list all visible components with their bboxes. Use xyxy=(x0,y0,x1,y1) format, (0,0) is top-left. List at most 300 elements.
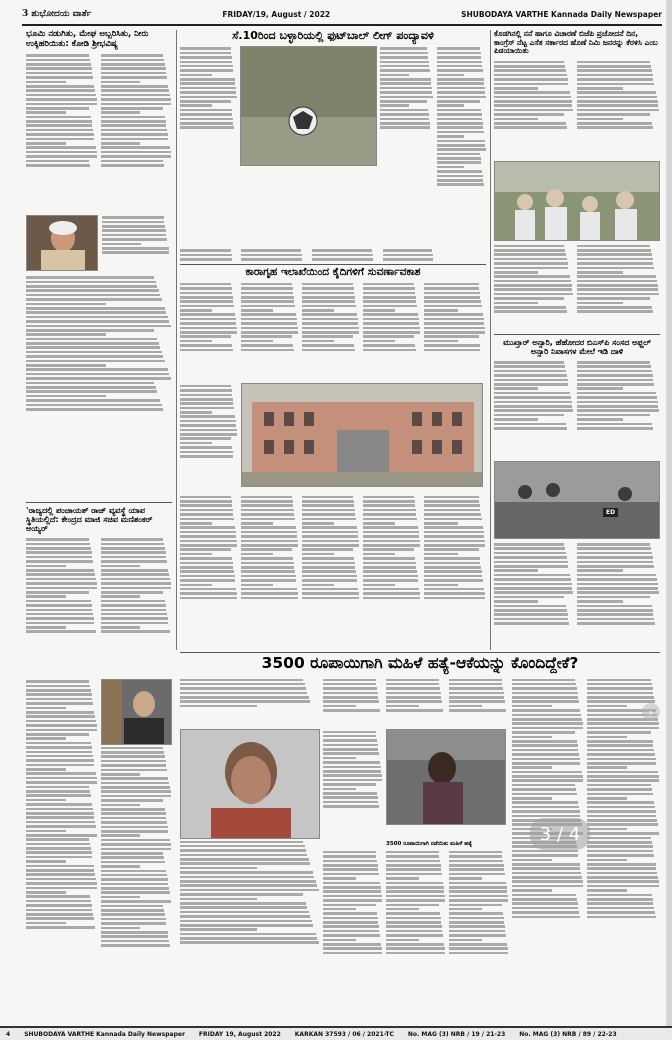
text-line xyxy=(101,600,165,603)
text-line xyxy=(437,74,464,77)
text-line xyxy=(26,111,66,114)
text-line xyxy=(26,543,90,546)
text-line xyxy=(180,845,305,848)
text-line xyxy=(26,107,89,110)
text-line xyxy=(102,229,166,232)
text-line xyxy=(424,500,479,503)
body-text xyxy=(386,677,446,727)
text-line xyxy=(512,797,552,800)
text-line xyxy=(587,832,659,835)
text-line xyxy=(180,597,237,600)
text-line xyxy=(577,122,652,125)
text-line xyxy=(180,442,212,445)
text-line xyxy=(26,333,106,336)
text-line xyxy=(386,895,445,898)
text-line xyxy=(437,170,483,173)
text-line xyxy=(587,854,654,857)
text-line xyxy=(241,557,293,560)
text-line xyxy=(302,509,355,512)
text-line xyxy=(180,398,233,401)
text-line xyxy=(26,847,91,850)
text-line xyxy=(386,679,439,682)
text-line xyxy=(101,556,166,559)
text-line xyxy=(437,140,485,143)
text-line xyxy=(494,423,566,426)
text-line xyxy=(241,553,273,556)
text-line xyxy=(587,885,659,888)
text-line xyxy=(180,91,236,94)
text-line xyxy=(323,705,356,708)
body-text xyxy=(449,849,509,999)
text-line xyxy=(437,96,486,99)
text-line xyxy=(386,886,444,889)
text-line xyxy=(424,518,482,521)
text-line xyxy=(424,309,458,312)
text-line xyxy=(101,905,163,908)
text-line xyxy=(26,342,159,345)
text-line xyxy=(323,952,382,955)
text-line xyxy=(26,856,92,859)
text-line xyxy=(26,702,93,705)
text-line xyxy=(386,700,442,703)
text-line xyxy=(494,245,564,248)
text-line xyxy=(494,622,569,625)
section-divider xyxy=(26,502,172,503)
text-line xyxy=(101,891,170,894)
text-line xyxy=(380,113,429,116)
text-line xyxy=(241,562,294,565)
text-line xyxy=(101,129,167,132)
text-line xyxy=(26,408,163,411)
text-line xyxy=(363,509,416,512)
text-line xyxy=(380,104,409,107)
text-line xyxy=(587,819,657,822)
text-line xyxy=(241,544,298,547)
text-line xyxy=(180,446,232,449)
text-line xyxy=(577,574,656,577)
text-line xyxy=(26,325,171,328)
text-line xyxy=(363,566,416,569)
text-line xyxy=(302,313,357,316)
text-line xyxy=(512,801,578,804)
text-line xyxy=(101,927,140,930)
text-line xyxy=(383,254,433,257)
text-line xyxy=(449,952,508,955)
text-line xyxy=(512,867,580,870)
text-line xyxy=(26,689,91,692)
text-line xyxy=(180,889,319,892)
text-line xyxy=(587,793,653,796)
text-line xyxy=(494,401,572,404)
text-line xyxy=(424,318,484,321)
text-line xyxy=(449,868,504,871)
text-line xyxy=(302,548,353,551)
text-line xyxy=(449,692,504,695)
text-line xyxy=(180,920,312,923)
text-line xyxy=(383,258,433,261)
text-line xyxy=(494,387,538,390)
text-line xyxy=(323,947,382,950)
text-line xyxy=(512,880,583,883)
text-line xyxy=(102,243,141,246)
text-line xyxy=(26,151,97,154)
text-line xyxy=(180,349,233,352)
text-line xyxy=(587,902,653,905)
article-col1-top xyxy=(26,30,172,500)
text-line xyxy=(449,925,505,928)
text-line xyxy=(587,907,654,910)
text-line xyxy=(577,427,653,430)
text-line xyxy=(302,597,359,600)
section-divider xyxy=(494,334,660,335)
text-line xyxy=(26,617,94,620)
text-line xyxy=(323,735,376,738)
text-line xyxy=(180,305,234,308)
masthead-date: FRIDAY/19, August / 2022 xyxy=(222,9,331,19)
text-line xyxy=(449,855,502,858)
text-line xyxy=(180,69,233,72)
text-line xyxy=(180,104,212,107)
text-line xyxy=(577,392,656,395)
text-line xyxy=(26,329,154,332)
text-line xyxy=(101,569,168,572)
text-line xyxy=(363,500,415,503)
text-line xyxy=(26,382,154,385)
body-text xyxy=(494,541,574,650)
text-line xyxy=(180,513,233,516)
text-line xyxy=(587,859,627,862)
text-line xyxy=(101,591,163,594)
text-line xyxy=(363,318,419,321)
text-line xyxy=(577,297,650,300)
text-line xyxy=(363,535,419,538)
text-line xyxy=(577,288,658,291)
text-line xyxy=(577,258,653,261)
text-line xyxy=(26,613,93,616)
text-line xyxy=(512,863,580,866)
text-line xyxy=(180,287,232,290)
text-line xyxy=(512,722,583,725)
text-line xyxy=(577,293,659,296)
text-line xyxy=(437,183,484,186)
text-line xyxy=(587,898,653,901)
text-line xyxy=(449,890,507,893)
text-line xyxy=(494,569,538,572)
text-line xyxy=(180,296,233,299)
text-line xyxy=(101,573,169,576)
text-line xyxy=(587,766,627,769)
text-line xyxy=(437,52,481,55)
body-text xyxy=(383,248,439,262)
text-line xyxy=(302,331,359,334)
text-line xyxy=(587,705,627,708)
text-line xyxy=(577,96,657,99)
text-line xyxy=(180,579,235,582)
text-line xyxy=(577,618,654,621)
text-line xyxy=(512,727,583,730)
text-line xyxy=(26,377,171,380)
text-line xyxy=(587,758,656,761)
body-text xyxy=(363,281,421,381)
text-line xyxy=(323,788,356,791)
text-line xyxy=(180,924,313,927)
text-line xyxy=(26,707,66,710)
photo-caption: 3500 ರೂಪಾಯಿಗಾಗಿ ನಡೆಯಿತು ಮಹಿಳೆ ಹತ್ಯೆ xyxy=(386,840,472,847)
text-line xyxy=(494,618,568,621)
text-line xyxy=(512,753,579,756)
text-line xyxy=(180,109,232,112)
text-line xyxy=(512,775,583,778)
text-line xyxy=(101,626,140,629)
text-line xyxy=(26,860,66,863)
photo-football xyxy=(240,46,377,166)
photo-protest xyxy=(494,161,660,241)
text-line xyxy=(449,687,503,690)
text-line xyxy=(26,63,91,66)
body-text xyxy=(577,243,660,330)
text-line xyxy=(577,543,650,546)
text-line xyxy=(180,500,232,503)
text-line xyxy=(101,146,170,149)
text-line xyxy=(323,855,376,858)
text-line xyxy=(302,588,358,591)
text-line xyxy=(323,864,378,867)
text-line xyxy=(512,709,580,712)
text-line xyxy=(323,877,356,880)
text-line xyxy=(312,254,373,257)
text-line xyxy=(587,797,627,800)
text-line xyxy=(587,779,659,782)
text-line xyxy=(577,245,650,248)
text-line xyxy=(101,151,171,154)
text-line xyxy=(241,249,301,252)
text-line xyxy=(101,870,166,873)
text-line xyxy=(386,939,419,942)
text-line xyxy=(577,605,652,608)
body-text xyxy=(302,281,360,381)
text-line xyxy=(587,880,659,883)
text-line xyxy=(26,142,66,145)
text-line xyxy=(26,887,97,890)
text-line xyxy=(424,584,458,587)
body-text xyxy=(424,494,486,644)
text-line xyxy=(437,179,484,182)
text-line xyxy=(101,812,166,815)
text-line xyxy=(512,859,552,862)
text-line xyxy=(180,292,232,295)
text-line xyxy=(437,56,482,59)
text-line xyxy=(494,288,572,291)
text-line xyxy=(386,864,441,867)
body-text xyxy=(241,281,299,381)
text-line xyxy=(180,451,233,454)
text-line xyxy=(587,850,653,853)
text-line xyxy=(26,551,92,554)
text-line xyxy=(180,893,303,896)
body-text xyxy=(577,359,660,459)
text-line xyxy=(386,687,440,690)
body-text xyxy=(577,541,660,650)
text-line xyxy=(180,933,316,936)
body-text xyxy=(241,248,309,262)
text-line xyxy=(101,538,163,541)
body-text xyxy=(180,679,320,727)
text-line xyxy=(180,344,232,347)
text-line xyxy=(494,405,572,408)
text-line xyxy=(101,777,168,780)
text-line xyxy=(102,216,164,219)
text-line xyxy=(380,47,427,50)
text-line xyxy=(424,287,479,290)
text-line xyxy=(26,538,89,541)
text-line xyxy=(26,794,91,797)
text-line xyxy=(180,570,234,573)
text-line xyxy=(302,535,358,538)
text-line xyxy=(494,104,572,107)
text-line xyxy=(512,766,552,769)
text-line xyxy=(587,889,627,892)
text-line xyxy=(241,335,292,338)
text-line xyxy=(449,908,482,911)
text-line xyxy=(26,155,97,158)
text-line xyxy=(363,327,420,330)
text-line xyxy=(494,113,564,116)
text-line xyxy=(101,551,166,554)
text-line xyxy=(26,573,95,576)
text-line xyxy=(449,930,505,933)
text-line xyxy=(437,78,484,81)
text-line xyxy=(494,414,564,417)
text-line xyxy=(26,680,89,683)
masthead xyxy=(22,4,662,26)
text-line xyxy=(241,313,296,316)
text-line xyxy=(26,316,168,319)
text-line xyxy=(587,749,654,752)
text-line xyxy=(386,705,419,708)
text-line xyxy=(26,786,89,789)
text-line xyxy=(424,513,481,516)
text-line xyxy=(577,383,654,386)
text-line xyxy=(26,742,91,745)
text-line xyxy=(101,76,167,79)
text-line xyxy=(380,100,427,103)
headline-football: ಸೆ.10ರಿಂದ ಬಳ್ಳಾರಿಯಲ್ಲಿ ಫುಟ್‌ಬಾಲ್ ಲೀಗ್ ಪಂದ್ಯಾವಳಿ xyxy=(232,30,434,42)
text-line xyxy=(587,806,655,809)
text-line xyxy=(363,562,416,565)
next-page-button[interactable] xyxy=(642,703,660,721)
text-line xyxy=(494,574,570,577)
text-line xyxy=(241,579,296,582)
text-line xyxy=(26,878,96,881)
text-line xyxy=(437,82,485,85)
text-line xyxy=(101,834,140,837)
text-line xyxy=(424,340,458,343)
text-line xyxy=(26,751,92,754)
text-line xyxy=(494,87,538,90)
text-line xyxy=(512,907,578,910)
text-line xyxy=(101,795,171,798)
text-line xyxy=(101,764,166,767)
text-line xyxy=(101,111,140,114)
text-line xyxy=(241,535,297,538)
text-line xyxy=(180,113,232,116)
text-line xyxy=(180,327,237,330)
text-line xyxy=(26,768,66,771)
body-text xyxy=(101,53,172,213)
text-line xyxy=(101,861,165,864)
text-line xyxy=(26,587,97,590)
text-line xyxy=(577,302,623,305)
text-line xyxy=(26,755,93,758)
text-line xyxy=(449,860,503,863)
text-line xyxy=(587,731,651,734)
text-line xyxy=(101,617,168,620)
text-line xyxy=(101,89,169,92)
photo-kodi-swamiji xyxy=(26,215,98,271)
text-line xyxy=(180,915,310,918)
text-line xyxy=(512,815,580,818)
text-line xyxy=(241,513,294,516)
text-line xyxy=(437,65,483,68)
text-line xyxy=(101,900,171,903)
text-line xyxy=(449,917,504,920)
body-text xyxy=(424,281,486,381)
chevron-right-icon: › xyxy=(648,705,654,719)
text-line xyxy=(180,433,237,436)
text-line xyxy=(101,852,163,855)
text-line xyxy=(512,898,577,901)
text-line xyxy=(101,922,166,925)
text-line xyxy=(26,895,90,898)
body-text xyxy=(437,46,487,246)
portrait-icon xyxy=(102,680,172,745)
text-line xyxy=(363,522,395,525)
text-line xyxy=(512,911,579,914)
text-line xyxy=(101,826,168,829)
text-line xyxy=(363,584,395,587)
text-line xyxy=(386,683,439,686)
text-line xyxy=(312,258,373,261)
article-right-top xyxy=(494,30,660,330)
text-line xyxy=(101,578,170,581)
text-line xyxy=(587,753,655,756)
text-line xyxy=(363,518,417,521)
text-line xyxy=(363,526,418,529)
text-line xyxy=(302,504,354,507)
football-icon xyxy=(241,47,377,166)
text-line xyxy=(449,700,505,703)
text-line xyxy=(26,604,92,607)
text-line xyxy=(323,696,378,699)
text-line xyxy=(424,322,484,325)
body-text xyxy=(101,747,172,1018)
text-line xyxy=(386,855,439,858)
text-line xyxy=(386,921,441,924)
text-line xyxy=(26,882,97,885)
text-line xyxy=(363,597,420,600)
text-line xyxy=(26,364,106,367)
text-line xyxy=(587,894,652,897)
text-line xyxy=(26,276,154,279)
text-line xyxy=(449,877,482,880)
body-text xyxy=(180,383,238,487)
text-line xyxy=(494,556,567,559)
text-line xyxy=(424,300,481,303)
text-line xyxy=(437,100,481,103)
text-line xyxy=(26,720,96,723)
body-text xyxy=(323,849,383,999)
text-line xyxy=(102,238,167,241)
